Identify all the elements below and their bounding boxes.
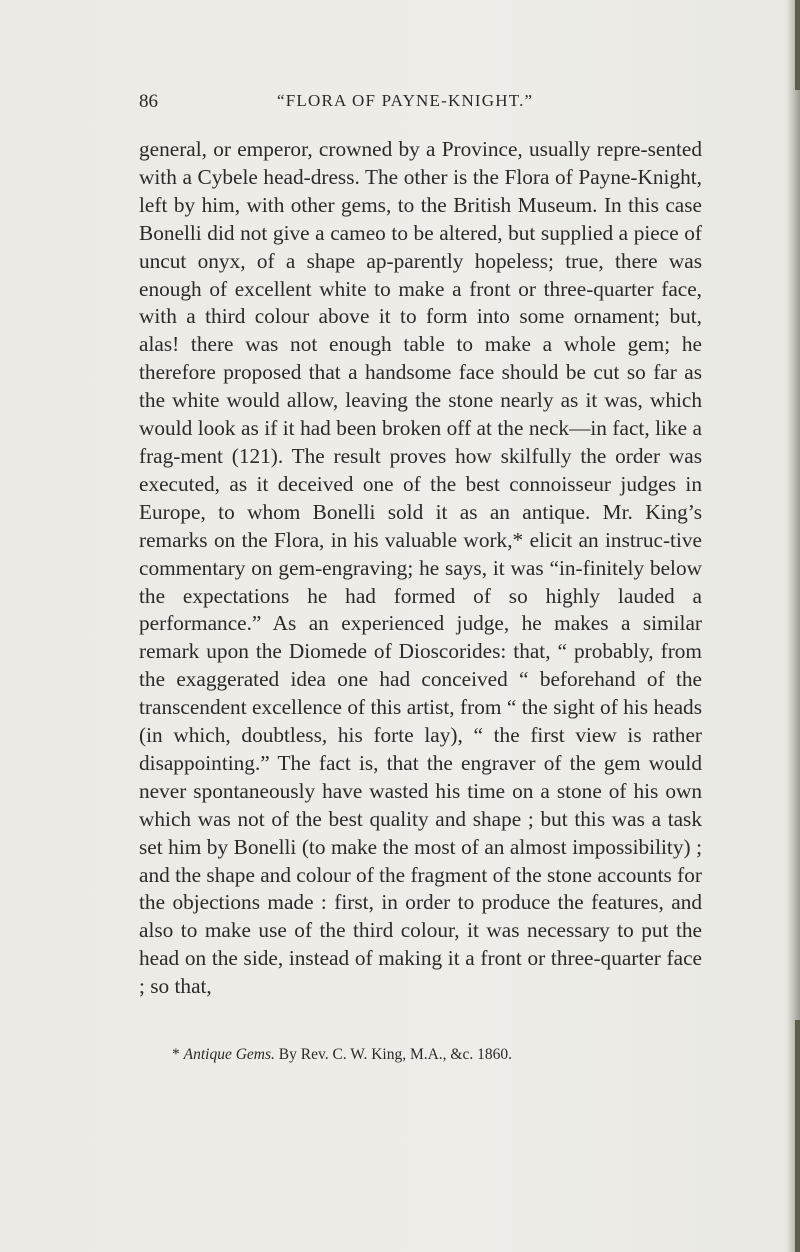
footnote bbox=[172, 1045, 712, 1065]
body-paragraph: general, or emperor, crowned by a Province, usually repre-sented with a Cybele head-dress. The other is the Flora of Payne-Knight, left by him, with other gems, to the British Museum. In this case Bonelli did not give a cameo to be altered, but supplied a piece of uncut onyx, of a shape ap-parently hopeless; true, there was enough of excellent white to make a front or three-quarter face, with a third colour above it to form into some ornament; but, alas! there was not enough table to make a whole gem; he therefore proposed that a handsome face should be cut so far as the white would allow, leaving the stone nearly as it was, which would look as if it had been broken off at the neck—in fact, like a frag-ment (121). The result proves how skilfully the order was executed, as it deceived one of the best connoisseur judges in Europe, to whom Bonelli sold it as an antique. Mr. King’s remarks on the Flora, in his valuable work,* elicit an instruc-tive commentary on gem-engraving; he says, it was “in-finitely below the expectations he had formed of so highly lauded a performance.” As an experienced judge, he makes a similar remark upon the Diomede of Dioscorides: that, “ probably, from the exaggerated idea one had conceived “ beforehand of the transcendent excellence of this artist, from “ the sight of his heads (in which, doubtless, his forte lay), “ the first view is rather disappointing.” The fact is, that the engraver of the gem would never spontaneously have wasted his time on a stone of his own which was not of the best quality and shape ; but this was a task set him by Bonelli (to make the most of an almost impossibility) ; and the shape and colour of the fragment of the stone accounts for the objections made : first, in order to produce the features, and also to make use of the third colour, it was necessary to put the head on the side, instead of making it a front or three-quarter face ; so that, bbox=[139, 137, 702, 999]
footnote-marker: * bbox=[172, 1046, 180, 1063]
page-edge-binding-bottom bbox=[795, 1020, 800, 1252]
footnote-title: Antique Gems. bbox=[183, 1046, 275, 1063]
page-edge-binding-top bbox=[795, 0, 800, 90]
running-head bbox=[139, 91, 699, 119]
footnote-citation: By Rev. C. W. King, M.A., &c. 1860. bbox=[278, 1046, 512, 1063]
page-number: 86 bbox=[139, 91, 158, 112]
running-title: “FLORA OF PAYNE-KNIGHT.” bbox=[277, 91, 534, 110]
body-text bbox=[139, 136, 702, 1001]
